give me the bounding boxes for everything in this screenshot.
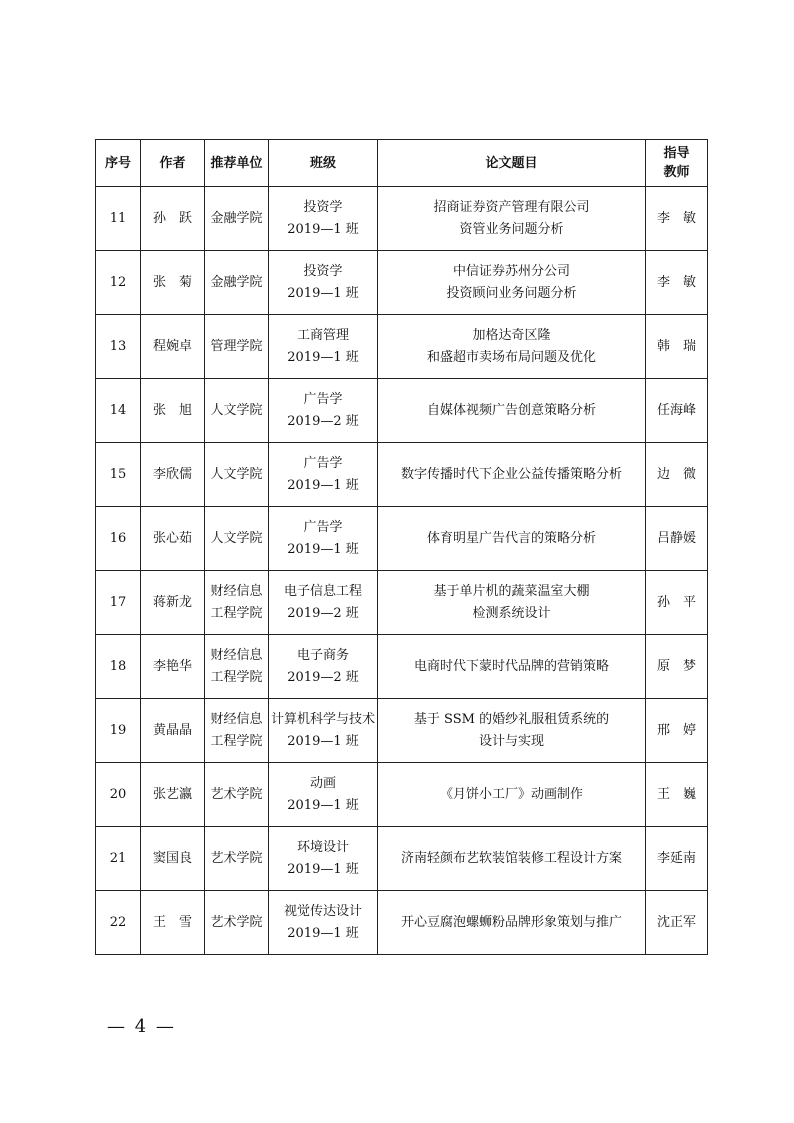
cell-unit-line: 艺术学院 (210, 850, 263, 866)
cell-author: 张 菊 (141, 251, 205, 315)
cell-class-line: 2019—1 班 (287, 477, 359, 493)
cell-class-line: 投资学 (303, 263, 343, 279)
cell-class (269, 251, 378, 315)
cell-class (269, 635, 378, 699)
cell-class-line: 2019—1 班 (287, 797, 359, 813)
cell-unit-line: 艺术学院 (210, 914, 263, 930)
cell-class-line: 2019—1 班 (287, 861, 359, 877)
cell-title-line: 投资顾问业务问题分析 (446, 285, 577, 301)
cell-unit (205, 379, 269, 443)
cell-class-line: 广告学 (303, 455, 343, 471)
cell-class-line: 2019—2 班 (287, 669, 359, 685)
cell-unit (205, 251, 269, 315)
cell-title-line: 设计与实现 (478, 733, 544, 749)
cell-index: 14 (96, 379, 141, 443)
table-row (96, 443, 708, 507)
cell-class (269, 891, 378, 955)
cell-class-line: 环境设计 (296, 839, 349, 855)
cell-author: 张艺瀛 (141, 763, 205, 827)
cell-index: 16 (96, 507, 141, 571)
cell-advisor: 任海峰 (646, 379, 708, 443)
page-number: — 4 — (107, 1016, 176, 1037)
cell-class (269, 379, 378, 443)
cell-unit (205, 827, 269, 891)
header-advisor (646, 140, 708, 187)
cell-unit (205, 763, 269, 827)
cell-index: 20 (96, 763, 141, 827)
cell-title-line: 加格达奇区隆 (472, 327, 551, 343)
cell-title (378, 315, 646, 379)
cell-title (378, 635, 646, 699)
cell-title-line: 《月饼小工厂》动画制作 (439, 786, 583, 802)
cell-index: 19 (96, 699, 141, 763)
cell-class-line: 电子商务 (296, 647, 349, 663)
cell-title (378, 507, 646, 571)
cell-unit-line: 财经信息 (210, 647, 263, 663)
cell-class (269, 827, 378, 891)
cell-class (269, 443, 378, 507)
cell-title (378, 571, 646, 635)
cell-class (269, 571, 378, 635)
cell-title-line: 开心豆腐泡螺蛳粉品牌形象策划与推广 (400, 914, 622, 930)
table-row (96, 635, 708, 699)
cell-title-line: 招商证券资产管理有限公司 (433, 199, 590, 215)
cell-advisor: 沈正军 (646, 891, 708, 955)
cell-author: 王 雪 (141, 891, 205, 955)
table-row (96, 251, 708, 315)
cell-class-line: 投资学 (303, 199, 343, 215)
cell-unit-line: 人文学院 (210, 530, 263, 546)
cell-unit-line: 人文学院 (210, 466, 263, 482)
cell-unit (205, 635, 269, 699)
cell-unit-line: 管理学院 (210, 338, 263, 354)
table-row (96, 315, 708, 379)
cell-title-line: 中信证券苏州分公司 (452, 263, 570, 279)
cell-title (378, 251, 646, 315)
header-advisor-line1: 指导 (663, 146, 690, 161)
cell-unit-line: 工程学院 (210, 733, 263, 749)
cell-index: 18 (96, 635, 141, 699)
header-author: 作者 (141, 140, 205, 187)
cell-class-line: 广告学 (303, 391, 343, 407)
cell-author: 张 旭 (141, 379, 205, 443)
cell-unit-line: 财经信息 (210, 711, 263, 727)
cell-title (378, 187, 646, 251)
cell-author: 张心茹 (141, 507, 205, 571)
cell-index: 17 (96, 571, 141, 635)
cell-class (269, 507, 378, 571)
cell-advisor: 李延南 (646, 827, 708, 891)
cell-title-line: 电商时代下蒙时代品牌的营销策略 (413, 658, 609, 674)
header-unit: 推荐单位 (205, 140, 269, 187)
cell-author: 蒋新龙 (141, 571, 205, 635)
cell-advisor: 邢 婷 (646, 699, 708, 763)
cell-advisor: 吕静媛 (646, 507, 708, 571)
cell-title (378, 699, 646, 763)
table-row (96, 571, 708, 635)
cell-unit (205, 187, 269, 251)
cell-unit (205, 315, 269, 379)
cell-title (378, 443, 646, 507)
cell-advisor: 李 敏 (646, 187, 708, 251)
cell-author: 李艳华 (141, 635, 205, 699)
table-row (96, 763, 708, 827)
cell-author: 孙 跃 (141, 187, 205, 251)
cell-title-line: 资管业务问题分析 (459, 221, 564, 237)
thesis-table (95, 139, 708, 955)
cell-class-line: 动画 (309, 775, 336, 791)
table-row (96, 891, 708, 955)
cell-title (378, 891, 646, 955)
cell-index: 12 (96, 251, 141, 315)
cell-author: 程婉卓 (141, 315, 205, 379)
table-row (96, 187, 708, 251)
header-index: 序号 (96, 140, 141, 187)
cell-unit-line: 工程学院 (210, 669, 263, 685)
cell-title-line: 基于 SSM 的婚纱礼服租赁系统的 (413, 711, 610, 727)
table-body (96, 187, 708, 955)
cell-unit-line: 艺术学院 (210, 786, 263, 802)
cell-title (378, 379, 646, 443)
cell-advisor: 原 梦 (646, 635, 708, 699)
cell-class-line: 广告学 (303, 519, 343, 535)
cell-title (378, 763, 646, 827)
cell-title-line: 自媒体视频广告创意策略分析 (426, 402, 596, 418)
table-row (96, 827, 708, 891)
cell-unit (205, 891, 269, 955)
table-header-row (96, 140, 708, 187)
cell-advisor: 王 巍 (646, 763, 708, 827)
cell-unit-line: 金融学院 (210, 274, 263, 290)
cell-unit (205, 699, 269, 763)
cell-class-line: 2019—2 班 (287, 413, 359, 429)
cell-class-line: 2019—1 班 (287, 541, 359, 557)
cell-class-line: 2019—1 班 (287, 285, 359, 301)
table-row (96, 699, 708, 763)
cell-title-line: 基于单片机的蔬菜温室大棚 (433, 583, 590, 599)
cell-title-line: 和盛超市卖场布局问题及优化 (426, 349, 596, 365)
header-class: 班级 (269, 140, 378, 187)
cell-unit (205, 443, 269, 507)
header-advisor-line2: 教师 (663, 165, 690, 180)
cell-class-line: 2019—1 班 (287, 349, 359, 365)
header-title: 论文题目 (378, 140, 646, 187)
cell-title-line: 检测系统设计 (472, 605, 551, 621)
cell-unit-line: 金融学院 (210, 210, 263, 226)
cell-index: 21 (96, 827, 141, 891)
cell-class-line: 2019—1 班 (287, 733, 359, 749)
cell-unit-line: 财经信息 (210, 583, 263, 599)
cell-advisor: 李 敏 (646, 251, 708, 315)
cell-title (378, 827, 646, 891)
cell-class (269, 763, 378, 827)
cell-author: 李欣儒 (141, 443, 205, 507)
cell-class-line: 2019—1 班 (287, 925, 359, 941)
table-row (96, 507, 708, 571)
cell-class-line: 计算机科学与技术 (271, 711, 376, 727)
table-row (96, 379, 708, 443)
cell-unit (205, 571, 269, 635)
cell-advisor: 边 微 (646, 443, 708, 507)
cell-index: 22 (96, 891, 141, 955)
cell-advisor: 孙 平 (646, 571, 708, 635)
cell-index: 15 (96, 443, 141, 507)
cell-author: 窦国良 (141, 827, 205, 891)
cell-class-line: 工商管理 (296, 327, 349, 343)
cell-unit (205, 507, 269, 571)
cell-class-line: 2019—2 班 (287, 605, 359, 621)
cell-index: 11 (96, 187, 141, 251)
cell-class-line: 视觉传达设计 (283, 903, 362, 919)
cell-class (269, 699, 378, 763)
cell-title-line: 济南轻颜布艺软装馆装修工程设计方案 (400, 850, 622, 866)
cell-title-line: 体育明星广告代言的策略分析 (426, 530, 596, 546)
cell-class-line: 电子信息工程 (283, 583, 362, 599)
cell-advisor: 韩 瑞 (646, 315, 708, 379)
cell-class (269, 315, 378, 379)
cell-title-line: 数字传播时代下企业公益传播策略分析 (400, 466, 622, 482)
cell-index: 13 (96, 315, 141, 379)
cell-unit-line: 工程学院 (210, 605, 263, 621)
cell-author: 黄晶晶 (141, 699, 205, 763)
cell-class-line: 2019—1 班 (287, 221, 359, 237)
cell-class (269, 187, 378, 251)
cell-unit-line: 人文学院 (210, 402, 263, 418)
